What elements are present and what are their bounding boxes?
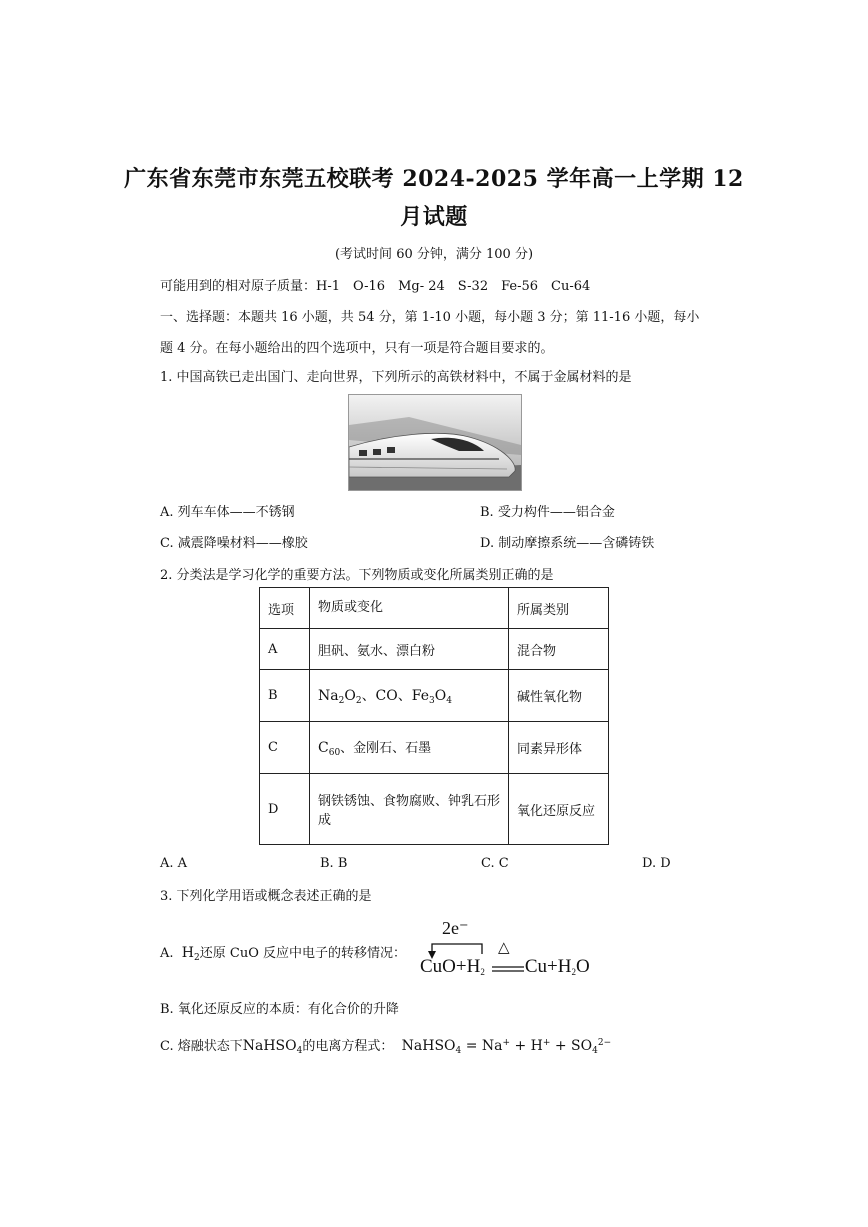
row-substance: $Na_2O_2$、CO、$Fe_3O_4$	[310, 670, 509, 722]
row-substance: 钢铁锈蚀、食物腐败、钟乳石形成	[310, 774, 509, 845]
table-row	[260, 774, 609, 845]
reaction-formula: $CuO+H_2$ $Cu+H_2O$	[420, 956, 590, 977]
q3-a-text: 还原 CuO 反应中电子的转移情况：	[199, 946, 406, 961]
section-instructions-2: 题 4 分。在每小题给出的四个选项中，只有一项是符合题目要求的。	[160, 341, 554, 356]
row-option: B	[260, 670, 310, 722]
table-row	[260, 629, 609, 670]
section-instructions-1: 一、选择题：本题共 16 小题，共 54 分，第 1-10 小题，每小题 3 分；第 11-16 小题，每小	[160, 310, 700, 325]
header-option: 选项	[260, 588, 310, 629]
page-title-line1: 广东省东莞市东莞五校联考 2024-2025 学年高一上学期 12	[124, 166, 744, 192]
q2-answer-c[interactable]: C. C	[481, 856, 509, 871]
row-option: A	[260, 629, 310, 670]
header-substance: 物质或变化	[310, 588, 509, 629]
ionization-equation: NaHSO$_4$ = $Na^+ + H^+ + SO_4^{2-}$	[401, 1038, 612, 1056]
q2-stem: 2. 分类法是学习化学的重要方法。下列物质或变化所属类别正确的是	[160, 568, 554, 583]
nahso4-formula: NaHSO$_4$	[242, 1038, 303, 1056]
q3-stem: 3. 下列化学用语或概念表述正确的是	[160, 889, 372, 904]
row-substance: $C_{60}$、金刚石、石墨	[310, 722, 509, 774]
q3-a-prefix: A.	[160, 946, 174, 961]
exam-info: (考试时间 60 分钟，满分 100 分)	[334, 247, 534, 262]
bullet-train-image	[348, 394, 522, 491]
q2-classification-table	[259, 587, 609, 845]
atomic-masses: 可能用到的相对原子质量：H-1 O-16 Mg- 24 S-32 Fe-56 Cu-64	[160, 279, 591, 294]
q3-option-b[interactable]: B. 氧化还原反应的本质：有化合价的升降	[160, 1002, 399, 1017]
page-title-line2: 月试题	[400, 204, 468, 230]
bullet-train-icon	[349, 395, 521, 490]
table-header-row	[260, 588, 609, 629]
q3-c-middle: 的电离方程式：	[302, 1039, 394, 1054]
row-option: C	[260, 722, 310, 774]
q1-stem: 1. 中国高铁已走出国门、走向世界，下列所示的高铁材料中，不属于金属材料的是	[160, 370, 632, 385]
row-category: 同素异形体	[509, 722, 609, 774]
h2-formula: $H_2$	[181, 945, 200, 963]
electrons-label: 2e⁻	[442, 918, 469, 938]
header-category: 所属类别	[509, 588, 609, 629]
row-category: 碱性氧化物	[509, 670, 609, 722]
q1-option-c[interactable]: C. 减震降噪材料——橡胶	[160, 536, 308, 551]
row-category: 氧化还原反应	[509, 774, 609, 845]
table-row	[260, 670, 609, 722]
q1-option-a[interactable]: A. 列车车体——不锈钢	[160, 505, 295, 520]
q1-option-d[interactable]: D. 制动摩擦系统——含磷铸铁	[480, 536, 655, 551]
row-substance: 胆矾、氨水、漂白粉	[310, 629, 509, 670]
row-category: 混合物	[509, 629, 609, 670]
row-option: D	[260, 774, 310, 845]
table-row	[260, 722, 609, 774]
q3-c-prefix: C. 熔融状态下	[160, 1039, 243, 1054]
q2-answer-a[interactable]: A. A	[160, 856, 188, 871]
q3-option-c[interactable]	[160, 1035, 611, 1056]
q3-option-a[interactable]	[160, 942, 406, 963]
q2-answer-b[interactable]: B. B	[320, 856, 348, 871]
electron-transfer-equation	[420, 918, 620, 988]
q2-answer-d[interactable]: D. D	[642, 856, 671, 871]
heat-condition: △	[498, 940, 510, 956]
q1-option-b[interactable]: B. 受力构件——铝合金	[480, 505, 615, 520]
